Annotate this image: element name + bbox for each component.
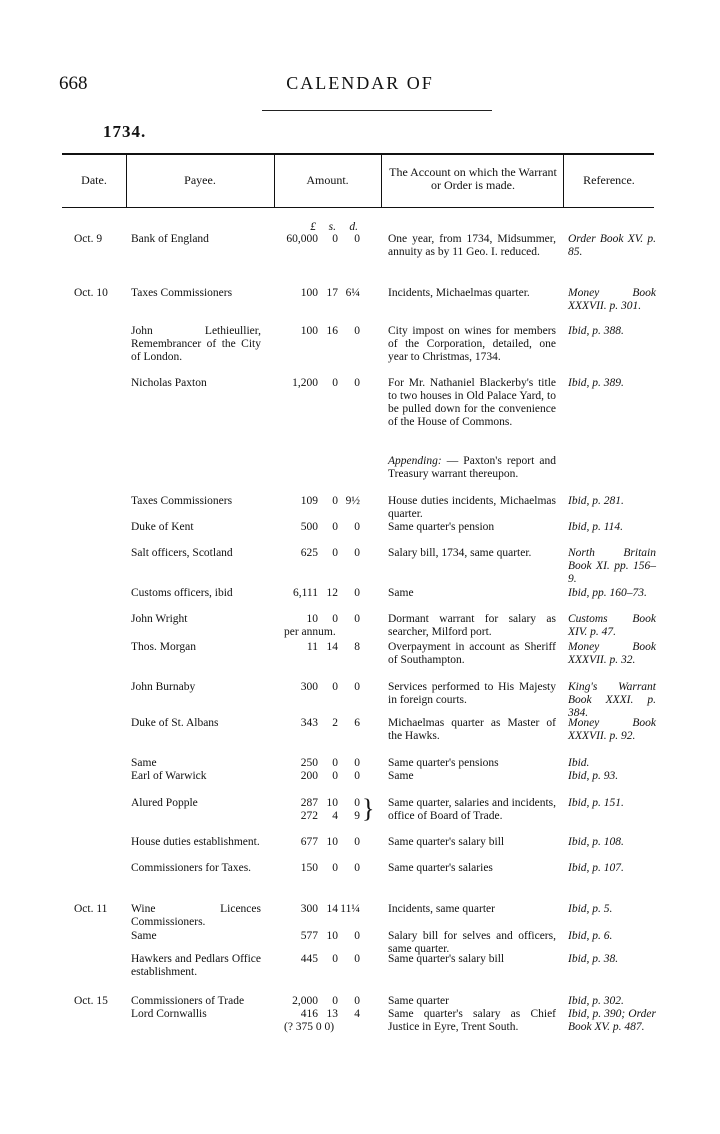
amount-pounds: 100 xyxy=(300,325,318,337)
row-amount xyxy=(278,930,360,943)
shillings-unit: s. xyxy=(328,221,336,233)
amount-shillings: 0 xyxy=(332,953,338,965)
amount-shillings: 0 xyxy=(332,547,338,559)
amount-pounds: 300 xyxy=(300,903,318,915)
amount-pence: 0 xyxy=(354,995,360,1007)
row-reference: Order Book XV. p. 85. xyxy=(568,233,656,258)
row-amount-second xyxy=(278,810,360,823)
amount-shillings: 2 xyxy=(332,717,338,729)
row-amount xyxy=(278,681,360,694)
row-account: One year, from 1734, Midsummer, annuity as by 11 Geo. I. reduced. xyxy=(388,233,556,258)
row-reference: Ibid, p. 6. xyxy=(568,930,613,942)
header-amount: Amount. xyxy=(306,173,349,187)
amount-pounds: 11 xyxy=(306,641,318,653)
row-account: Same quarter xyxy=(388,995,449,1007)
amount-shillings: 16 xyxy=(326,325,338,337)
row-payee: Same xyxy=(131,757,157,769)
amount-shillings: 0 xyxy=(332,770,338,782)
row-amount xyxy=(278,613,360,626)
page-number: 668 xyxy=(59,73,88,94)
amount-pounds: 287 xyxy=(300,797,318,809)
header-reference: Reference. xyxy=(583,173,635,187)
amount-pounds: 343 xyxy=(300,717,318,729)
row-account: Salary bill for selves and officers, same quarter. xyxy=(388,930,556,955)
amount-pence: 8 xyxy=(354,641,360,653)
amount-pence: 0 xyxy=(354,587,360,599)
amount-shillings: 0 xyxy=(332,377,338,389)
row-payee: Wine Licences Commissioners. xyxy=(131,903,261,928)
row-account: Same xyxy=(388,587,414,599)
amount-pounds: 60,000 xyxy=(286,233,318,245)
row-amount xyxy=(278,770,360,783)
row-amount xyxy=(278,233,360,246)
amount-pence: 9½ xyxy=(345,495,360,507)
header-account: The Account on which the Warrant or Order is made. xyxy=(389,165,557,192)
row-account: Same quarter's pensions xyxy=(388,757,499,769)
row-account: Dormant warrant for salary as searcher, Milford port. xyxy=(388,613,556,638)
amount-pence: 0 xyxy=(354,757,360,769)
amount-shillings: 13 xyxy=(326,1008,338,1020)
row-reference: Ibid, p. 302. xyxy=(568,995,624,1007)
amount-pence: 0 xyxy=(354,681,360,693)
amount-shillings: 10 xyxy=(326,797,338,809)
row-amount xyxy=(278,903,360,916)
row-account: For Mr. Nathaniel Blackerby's title to two houses in Old Palace Yard, to be pulled down for the convenience of the House of Commons. xyxy=(388,377,556,428)
amount-shillings: 0 xyxy=(332,521,338,533)
row-account-appending: Appending: — Paxton's report and Treasury warrant thereupon. xyxy=(388,455,556,480)
appending-label: Appending: xyxy=(388,455,442,467)
amount-part: 272 xyxy=(300,810,318,822)
row-date: Oct. 10 xyxy=(74,287,108,299)
row-amount xyxy=(278,587,360,600)
row-payee: Hawkers and Pedlars Office establishment. xyxy=(131,953,261,978)
header-payee: Payee. xyxy=(184,173,216,187)
row-reference: Ibid, p. 390; Order Book XV. p. 487. xyxy=(568,1008,656,1033)
amount-pence: 0 xyxy=(354,770,360,782)
row-amount xyxy=(278,836,360,849)
header-bottom-rule xyxy=(62,207,654,208)
amount-pence: 0 xyxy=(354,613,360,625)
row-reference: Ibid, p. 108. xyxy=(568,836,624,848)
amount-pounds: 677 xyxy=(300,836,318,848)
row-amount xyxy=(278,995,360,1008)
amount-pounds: 200 xyxy=(300,770,318,782)
row-account: Incidents, same quarter xyxy=(388,903,495,915)
row-account: City impost on wines for members of the Corporation, detailed, one year to Christmas, 1734. xyxy=(388,325,556,363)
amount-pounds: 2,000 xyxy=(292,995,318,1007)
amount-pence: 0 xyxy=(354,325,360,337)
amount-shillings: 10 xyxy=(326,836,338,848)
pence-unit: d. xyxy=(349,221,358,233)
row-reference: Ibid, p. 93. xyxy=(568,770,619,782)
amount-pence: 0 xyxy=(354,377,360,389)
amount-pounds: 6,111 xyxy=(292,587,318,599)
amount-part: 4 xyxy=(332,810,338,822)
row-amount xyxy=(278,287,360,300)
amount-shillings: 0 xyxy=(332,757,338,769)
amount-shillings: 17 xyxy=(326,287,338,299)
row-payee: House duties establishment. xyxy=(131,836,260,848)
row-payee: Duke of St. Albans xyxy=(131,717,219,729)
row-payee: Customs officers, ibid xyxy=(131,587,233,599)
row-date: Oct. 9 xyxy=(74,233,103,245)
row-payee: Lord Cornwallis xyxy=(131,1008,207,1020)
row-payee: Nicholas Paxton xyxy=(131,377,207,389)
row-reference: Ibid, p. 388. xyxy=(568,325,624,337)
row-date: Oct. 11 xyxy=(74,903,108,915)
row-account: Michaelmas quarter as Master of the Hawks. xyxy=(388,717,556,742)
amount-shillings: 0 xyxy=(332,862,338,874)
amount-pounds: 445 xyxy=(300,953,318,965)
row-reference: Money Book XXXVII. p. 32. xyxy=(568,641,656,666)
amount-pounds: 150 xyxy=(300,862,318,874)
row-account: Same quarter's salary as Chief Justice in Eyre, Trent South. xyxy=(388,1008,556,1033)
row-amount xyxy=(278,862,360,875)
row-payee: John Burnaby xyxy=(131,681,196,693)
row-amount-note: per annum. xyxy=(284,626,336,638)
row-reference: Ibid, p. 151. xyxy=(568,797,624,809)
year-heading: 1734. xyxy=(103,122,147,141)
row-payee: Earl of Warwick xyxy=(131,770,207,782)
amount-pence: 0 xyxy=(354,547,360,559)
amount-pence: 0 xyxy=(354,521,360,533)
amount-pounds: 250 xyxy=(300,757,318,769)
row-amount xyxy=(278,953,360,966)
amount-shillings: 0 xyxy=(332,995,338,1007)
row-payee: Alured Popple xyxy=(131,797,198,809)
amount-shillings: 10 xyxy=(326,930,338,942)
row-payee: Thos. Morgan xyxy=(131,641,196,653)
amount-pence: 11¼ xyxy=(340,903,360,915)
row-account: Salary bill, 1734, same quarter. xyxy=(388,547,532,559)
row-reference: North Britain Book XI. pp. 156–9. xyxy=(568,547,656,585)
row-reference: Customs Book XIV. p. 47. xyxy=(568,613,656,638)
row-account: Incidents, Michaelmas quarter. xyxy=(388,287,530,299)
amount-pounds: 109 xyxy=(300,495,318,507)
row-amount xyxy=(278,377,360,390)
amount-shillings: 14 xyxy=(326,903,338,915)
amount-pounds: 625 xyxy=(300,547,318,559)
row-payee: Bank of England xyxy=(131,233,209,245)
amount-pounds: 10 xyxy=(306,613,318,625)
amount-pounds: 500 xyxy=(300,521,318,533)
row-amount xyxy=(278,521,360,534)
row-payee: Same xyxy=(131,930,157,942)
row-reference: Ibid, p. 281. xyxy=(568,495,624,507)
row-reference: King's Warrant Book XXXI. p. 384. xyxy=(568,681,656,719)
row-payee: Commissioners of Trade xyxy=(131,995,245,1007)
row-account: Same quarter, salaries and incidents, office of Board of Trade. xyxy=(388,797,556,822)
row-amount xyxy=(278,757,360,770)
row-payee: Taxes Commissioners xyxy=(131,287,233,299)
amount-shillings: 12 xyxy=(326,587,338,599)
running-head: CALENDAR OF xyxy=(286,73,434,93)
amount-pence: 6¼ xyxy=(345,287,360,299)
amount-pence: 0 xyxy=(354,862,360,874)
row-date: Oct. 15 xyxy=(74,995,108,1007)
row-amount xyxy=(278,325,360,338)
amount-pence: 6 xyxy=(354,717,360,729)
amount-pence: 4 xyxy=(354,1008,360,1020)
row-account: Overpayment in account as Sheriff of Southampton. xyxy=(388,641,556,666)
row-account: Same quarter's salaries xyxy=(388,862,493,874)
row-amount-note: (? 375 0 0) xyxy=(284,1021,335,1033)
column-divider xyxy=(381,154,382,208)
row-reference: Ibid, p. 389. xyxy=(568,377,624,389)
row-reference: Ibid, p. 38. xyxy=(568,953,619,965)
row-payee: Salt officers, Scotland xyxy=(131,547,233,559)
amount-brace: } xyxy=(362,794,375,823)
amount-part: 9 xyxy=(354,810,360,822)
row-payee: Commissioners for Taxes. xyxy=(131,862,252,874)
row-account: Same quarter's salary bill xyxy=(388,953,505,965)
amount-pounds: 300 xyxy=(300,681,318,693)
row-account: Same quarter's salary bill xyxy=(388,836,505,848)
row-payee: Duke of Kent xyxy=(131,521,194,533)
row-payee: Taxes Commissioners xyxy=(131,495,233,507)
row-amount xyxy=(278,797,360,810)
amount-pence: 0 xyxy=(354,836,360,848)
row-payee: John Wright xyxy=(131,613,188,625)
row-reference: Money Book XXXVII. p. 301. xyxy=(568,287,656,312)
row-payee: John Lethieullier, Remembrancer of the City of London. xyxy=(131,325,261,363)
amount-shillings: 14 xyxy=(326,641,338,653)
amount-shillings: 0 xyxy=(332,681,338,693)
amount-pence: 0 xyxy=(354,953,360,965)
row-account: Same xyxy=(388,770,414,782)
row-amount xyxy=(278,717,360,730)
pounds-unit: £ xyxy=(310,221,316,233)
row-reference: Ibid, p. 107. xyxy=(568,862,624,874)
amount-pounds: 577 xyxy=(300,930,318,942)
amount-shillings: 0 xyxy=(332,233,338,245)
row-amount xyxy=(278,495,360,508)
row-amount xyxy=(278,1008,360,1021)
amount-pence: 0 xyxy=(354,797,360,809)
row-reference: Money Book XXXVII. p. 92. xyxy=(568,717,656,742)
amount-pence: 0 xyxy=(354,233,360,245)
row-amount xyxy=(278,547,360,560)
row-reference: Ibid. xyxy=(568,757,590,769)
amount-shillings: 0 xyxy=(332,613,338,625)
amount-pence: 0 xyxy=(354,930,360,942)
header-date: Date. xyxy=(81,173,107,187)
row-amount xyxy=(278,641,360,654)
row-account: Services performed to His Majesty in foreign courts. xyxy=(388,681,556,706)
row-reference: Ibid, pp. 160–73. xyxy=(568,587,647,599)
table-top-rule xyxy=(62,153,654,155)
amount-pounds: 1,200 xyxy=(292,377,318,389)
amount-pounds: 416 xyxy=(300,1008,318,1020)
row-reference: Ibid, p. 5. xyxy=(568,903,613,915)
amount-shillings: 0 xyxy=(332,495,338,507)
row-reference: Ibid, p. 114. xyxy=(568,521,624,533)
head-rule xyxy=(262,110,492,111)
row-account: House duties incidents, Michaelmas quarter. xyxy=(388,495,556,520)
amount-pounds: 100 xyxy=(300,287,318,299)
row-account: Same quarter's pension xyxy=(388,521,495,533)
